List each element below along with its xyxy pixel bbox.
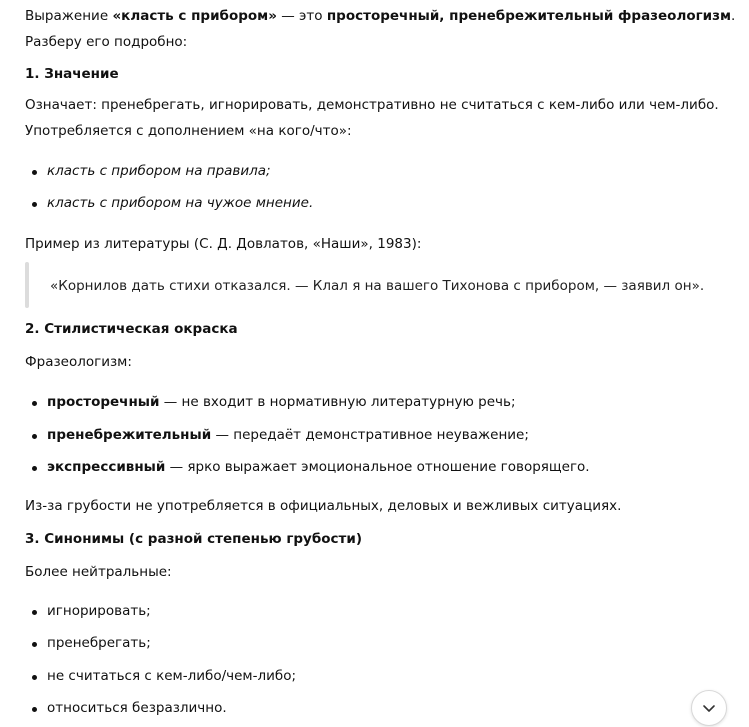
list-item [47,425,529,445]
blockquote-text: «Корнилов дать стихи отказался. — Клал я на вашего Тихонова с прибором, — заявил он». [50,278,705,294]
intro-text: . [731,8,736,24]
literature-intro: Пример из литературы (С. Д. Довлатов, «Наши», 1983): [25,236,422,252]
style-lead: Фразеологизм: [25,354,132,370]
blockquote-bar [25,262,29,308]
section-heading-meaning: 1. Значение [25,66,119,82]
bullet-icon [32,707,37,712]
bullet-icon [32,610,37,615]
term-bold: экспрессивный [47,459,166,475]
scroll-down-button[interactable] [691,690,727,726]
bullet-icon [32,434,37,439]
bullet-icon [32,202,37,207]
bullet-icon [32,401,37,406]
intro-line-2: Разберу его подробно: [25,34,188,50]
list-item: не считаться с кем-либо/чем-либо; [47,668,297,684]
term-description: — не входит в нормативную литературную речь; [159,394,516,410]
term-description: — ярко выражает эмоциональное отношение говорящего. [165,459,590,475]
intro-text: Выражение [25,8,113,24]
bullet-icon [32,466,37,471]
list-item [47,392,516,412]
list-item: класть с прибором на правила; [47,163,271,179]
phrase-bold: «класть с прибором» [112,8,277,24]
list-item: игнорировать; [47,603,151,619]
section-heading-synonyms: 3. Синонимы (с разной степенью грубости) [25,531,362,547]
meaning-paragraph: Означает: пренебрегать, игнорировать, демонстративно не считаться с кем-либо или чем-либо. [25,97,719,113]
term-description: — передаёт демонстративное неуважение; [211,427,529,443]
list-item: класть с прибором на чужое мнение. [47,195,314,211]
term-bold: пренебрежительный [47,427,212,443]
usage-paragraph: Употребляется с дополнением «на кого/что»: [25,123,352,139]
bullet-icon [32,170,37,175]
list-item: относиться безразлично. [47,700,227,716]
bullet-icon [32,642,37,647]
synonyms-lead: Более нейтральные: [25,564,172,580]
style-note: Из-за грубости не употребляется в официальных, деловых и вежливых ситуациях. [25,498,622,514]
list-item [47,457,590,477]
term-bold: просторечный [47,394,160,410]
bullet-icon [32,675,37,680]
section-heading-style: 2. Стилистическая окраска [25,321,238,337]
list-item: пренебрегать; [47,635,151,651]
intro-text: — это [276,8,327,24]
phrase-type-bold: просторечный, пренебрежительный фразеологизм [326,8,732,24]
chevron-down-icon [701,700,717,716]
intro-paragraph [25,6,735,26]
